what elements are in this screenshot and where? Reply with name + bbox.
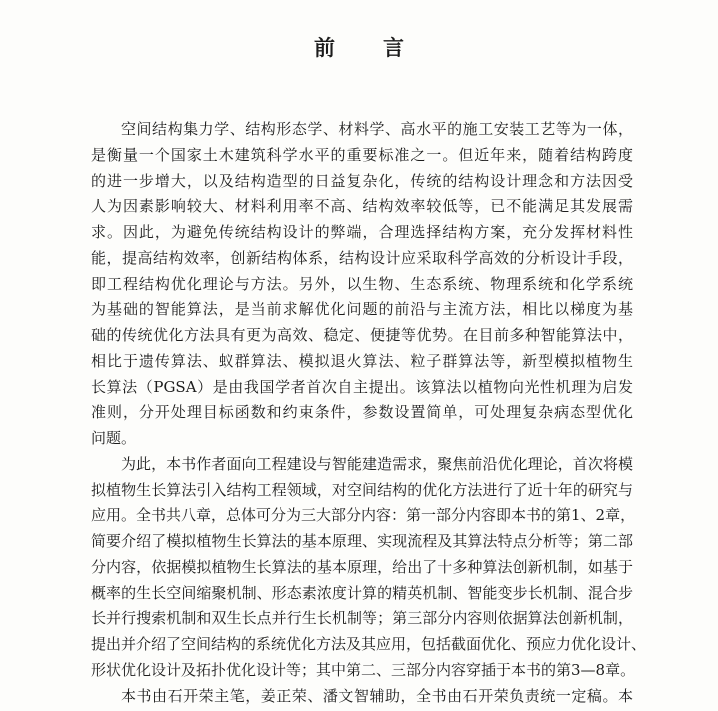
- text-line: 为基础的智能算法，是当前求解优化问题的前沿与主流方法，相比以梯度为基: [91, 300, 633, 319]
- paragraph: [91, 117, 633, 452]
- text-line: 为此，本书作者面向工程建设与智能建造需求，聚焦前沿优化理论，首次将模: [121, 454, 633, 473]
- text-line: 形状优化设计及拓扑优化设计等；其中第二、三部分内容穿插于本书的第3—8章。: [91, 660, 636, 679]
- text-line: 简要介绍了模拟植物生长算法的基本原理、实现流程及其算法特点分析等；第二部: [91, 532, 633, 550]
- text-line: 的进一步增大，以及结构造型的日益复杂化，传统的结构设计理念和方法因受: [91, 171, 633, 190]
- text-line: 概率的生长空间缩聚机制、形态素浓度计算的精英机制、智能变步长机制、混合步: [91, 583, 633, 602]
- text-line: 准则，分开处理目标函数和约束条件，参数设置简单，可处理复杂病态型优化: [91, 403, 633, 422]
- text-line: 是衡量一个国家土木建筑科学水平的重要标准之一。但近年来，随着结构跨度: [91, 145, 633, 164]
- paragraph: [91, 684, 633, 710]
- text-line: 本书由石开荣主笔，姜正荣、潘文智辅助，全书由石开荣负责统一定稿。本: [121, 686, 633, 705]
- text-line: 问题。: [91, 429, 137, 447]
- text-line: 分内容，依据模拟植物生长算法的基本原理，给出了十多种算法创新机制，如基于: [91, 557, 633, 576]
- preface-body: [91, 117, 647, 709]
- text-line: 人为因素影响较大、材料利用率不高、结构效率较低等，已不能满足其发展需: [91, 197, 633, 216]
- text-line: 拟植物生长算法引入结构工程领域，对空间结构的优化方法进行了近十年的研究与: [91, 480, 633, 499]
- text-line: 长并行搜索机制和双生长点并行生长机制等；第三部分内容则依据算法创新机制，: [91, 609, 633, 628]
- text-line: 即工程结构优化理论与方法。另外，以生物、生态系统、物理系统和化学系统: [91, 274, 633, 293]
- text-line: 求。因此，为避免传统结构设计的弊端，合理选择结构方案，充分发挥材料性: [91, 223, 633, 241]
- page-title: 前言: [314, 36, 452, 60]
- text-line: 提出并介绍了空间结构的系统优化方法及其应用，包括截面优化、预应力优化设计、: [91, 635, 647, 653]
- text-line: 础的传统优化方法具有更为高效、稳定、便捷等优势。在目前多种智能算法中，: [91, 326, 633, 344]
- text-line: 应用。全书共八章，总体可分为三大部分内容：第一部分内容即本书的第1、2章，: [91, 506, 636, 525]
- paragraph: [91, 452, 647, 684]
- text-line: 空间结构集力学、结构形态学、材料学、高水平的施工安装工艺等为一体，: [121, 120, 633, 138]
- text-line: 能，提高结构效率，创新结构体系，结构设计应采取科学高效的分析设计手段，: [91, 248, 633, 267]
- text-line: 长算法（PGSA）是由我国学者首次自主提出。该算法以植物向光性机理为启发: [91, 377, 633, 396]
- text-line: 相比于遗传算法、蚁群算法、模拟退火算法、粒子群算法等，新型模拟植物生: [91, 351, 633, 370]
